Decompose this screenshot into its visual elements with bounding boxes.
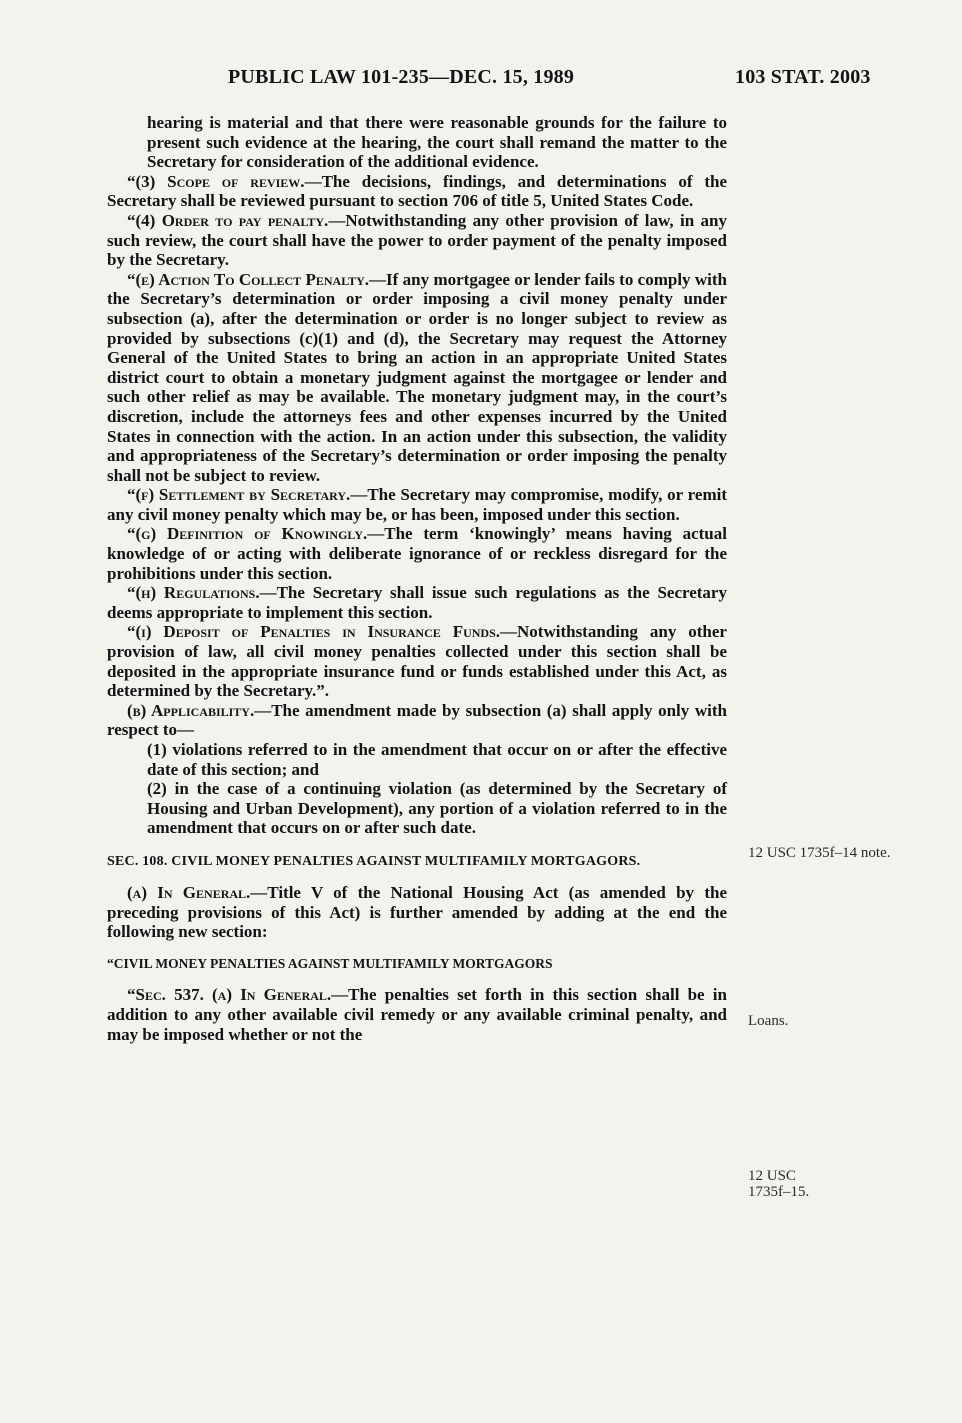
- heading-order-to-pay: “(4) Order to pay penalty.: [127, 210, 329, 230]
- header-public-law: PUBLIC LAW 101-235—DEC. 15, 1989: [228, 66, 575, 88]
- text-scope-of-review: —The decisions, findings, and determinations of the Secretary shall be reviewed pursuant to section 706 of title 5, United States Code.: [107, 171, 727, 211]
- heading-definition-knowingly: “(g) Definition of Knowingly.: [127, 524, 368, 544]
- centered-section-title: “CIVIL MONEY PENALTIES AGAINST MULTIFAMILY MORTGAGORS: [107, 955, 553, 971]
- paragraph-settlement: [107, 485, 727, 524]
- paragraph-definition-knowingly: [107, 524, 727, 583]
- paragraph-item-2: (2) in the case of a continuing violation (as determined by the Secretary of Housing and Urban Development), any portion of a violation referred to in the amendment that occurs on or after such date.: [147, 779, 727, 838]
- paragraph-applicability: [107, 701, 727, 740]
- text-in-general-a: —Title V of the National Housing Act (as amended by the preceding provisions of this Act) is further amended by adding at the end the following new section:: [107, 882, 727, 942]
- heading-action-to-collect: “(e) Action To Collect Penalty.: [127, 269, 370, 289]
- paragraph-scope-of-review: [107, 172, 727, 211]
- body-text: [107, 113, 727, 1044]
- heading-in-general-a: (a) In General.: [127, 882, 251, 902]
- paragraph-item-1: (1) violations referred to in the amendment that occur on or after the effective date of this section; and: [147, 740, 727, 779]
- heading-scope-of-review: “(3) Scope of review.: [127, 171, 305, 191]
- text-settlement: —The Secretary may compromise, modify, or remit any civil money penalty which may be, or has been, imposed under this section.: [107, 485, 727, 524]
- section-heading-108: SEC. 108. CIVIL MONEY PENALTIES AGAINST MULTIFAMILY MORTGAGORS.: [107, 853, 641, 869]
- heading-deposit-of-penalties: “(i) Deposit of Penalties in Insurance Funds.: [127, 622, 501, 642]
- margin-note-loans: Loans.: [748, 1013, 789, 1029]
- paragraph-continuation: hearing is material and that there were reasonable grounds for the failure to present such evidence at the hearing, the court shall remand the matter to the Secretary for consideration of the additional evidence.: [147, 113, 727, 172]
- paragraph-deposit-of-penalties: [107, 622, 727, 700]
- paragraph-order-to-pay: [107, 211, 727, 270]
- header-stat-page: 103 STAT. 2003: [735, 66, 871, 88]
- text-regulations: —The Secretary shall issue such regulations as the Secretary deems appropriate to implement this section.: [107, 583, 727, 622]
- heading-settlement: “(f) Settlement by Secretary.: [127, 485, 351, 505]
- text-applicability: —The amendment made by subsection (a) shall apply only with respect to—: [107, 700, 727, 740]
- text-definition-knowingly: —The term ‘knowingly’ means having actual knowledge of or acting with deliberate ignorance of or reckless disregard for the prohibitions under this section.: [107, 524, 727, 583]
- text-deposit-of-penalties: —Notwithstanding any other provision of law, all civil money penalties collected under this section shall be deposited in the appropriate insurance fund or funds established under this Act, as determined by the Secretary.”.: [107, 622, 727, 701]
- heading-sec-537: “Sec. 537. (a) In General.: [127, 985, 332, 1005]
- text-order-to-pay: —Notwithstanding any other provision of law, in any such review, the court shall have the power to order payment of the penalty imposed by the Secretary.: [107, 210, 727, 270]
- text-sec-537: —The penalties set forth in this section shall be in addition to any other available civil remedy or any available criminal penalty, and may be imposed whether or not the: [107, 985, 727, 1044]
- heading-applicability: (b) Applicability.: [127, 700, 255, 720]
- text-action-to-collect: —If any mortgagee or lender fails to comply with the Secretary’s determination or order imposing a civil money penalty under subsection (a), after the determination or order is no longer subject to review as provided by subsections (c)(1) and (d), the Secretary may request the Attorney General of the United States to bring an action in an appropriate United States district court to obtain a monetary judgment against the mortgagee or lender and such other relief as may be available. The monetary judgment may, in the court’s discretion, include the attorneys fees and other expenses incurred by the United States in connection with the action. In an action under this subsection, the validity and appropriateness of the Secretary’s determination or order imposing the penalty shall not be subject to review.: [107, 269, 727, 485]
- margin-note-usc-1735f-15: 12 USC 1735f–15.: [748, 1168, 810, 1200]
- paragraph-sec-537: [107, 985, 727, 1044]
- paragraph-action-to-collect: [107, 270, 727, 486]
- running-header: [0, 66, 962, 94]
- margin-note-usc-1735f-14: 12 USC 1735f–14 note.: [748, 845, 891, 861]
- paragraph-regulations: [107, 583, 727, 622]
- paragraph-in-general-a: [107, 883, 727, 942]
- heading-regulations: “(h) Regulations.: [127, 583, 260, 603]
